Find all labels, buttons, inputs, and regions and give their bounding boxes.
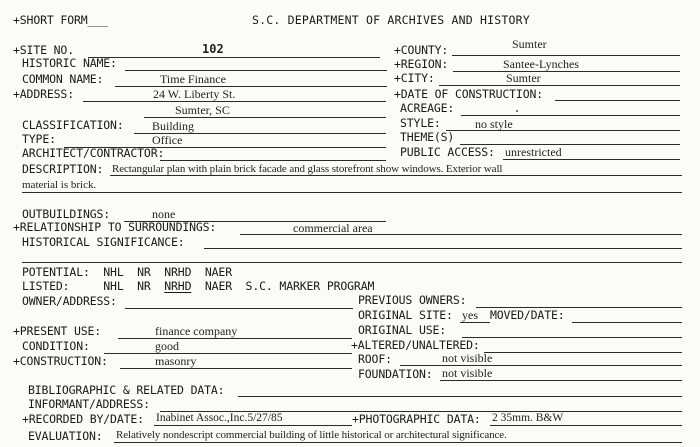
architect-label: ARCHITECT/CONTRACTOR: (22, 146, 165, 160)
style-line (446, 130, 680, 131)
county-label: +COUNTY: (394, 43, 449, 57)
site-no-value: 102 (202, 42, 224, 56)
construction-label: +CONSTRUCTION: (13, 354, 108, 368)
description-line1-rule (110, 175, 682, 176)
potential-label: POTENTIAL: NHL NR NRHD NAER (22, 265, 232, 279)
owner-address-label: OWNER/ADDRESS: (22, 294, 117, 308)
type-value: Office (152, 133, 183, 147)
outbuildings-label: OUTBUILDINGS: (22, 207, 111, 221)
original-use-label: ORIGINAL USE: (358, 323, 447, 337)
public-access-line (503, 159, 680, 160)
moved-date-line (572, 322, 682, 323)
type-label: TYPE: (22, 132, 56, 146)
description-line2-rule (22, 192, 682, 193)
acreage-line (461, 115, 680, 116)
foundation-line (440, 380, 682, 381)
listed-prefix: LISTED: NHL NR (22, 279, 165, 293)
owner-address-line (125, 308, 353, 309)
construction-line (120, 368, 352, 369)
foundation-label: FOUNDATION: (358, 367, 433, 381)
original-site-line (460, 322, 490, 323)
acreage-label: ACREAGE: (400, 101, 455, 115)
original-use-line (462, 337, 682, 338)
present-use-value: finance company (155, 324, 238, 338)
altered-label: +ALTERED/UNALTERED: (351, 338, 480, 352)
classification-label: CLASSIFICATION: (22, 118, 124, 132)
roof-label: ROOF: (358, 352, 392, 366)
recorded-by-value: Inabinet Assoc.,Inc.5/27/85 (156, 412, 283, 424)
listed-suffix: NAER S.C. MARKER PROGRAM (191, 279, 375, 293)
address-line1-rule (83, 101, 386, 102)
city-value: Sumter (506, 71, 541, 85)
date-of-construction-label: +DATE OF CONSTRUCTION: (394, 87, 544, 101)
construction-value: masonry (155, 354, 197, 368)
bibliographic-line (238, 396, 682, 397)
style-value: no style (475, 117, 513, 131)
relationship-label: +RELATIONSHIP TO SURROUNDINGS: (13, 220, 217, 234)
department-title: S.C. DEPARTMENT OF ARCHIVES AND HISTORY (252, 13, 530, 27)
listed-nrhd: NRHD (164, 279, 192, 293)
outbuildings-value: none (152, 207, 176, 221)
date-of-construction-line (555, 100, 680, 101)
condition-line (104, 353, 352, 354)
recorded-by-label: +RECORDED BY/DATE: (22, 412, 144, 426)
present-use-label: +PRESENT USE: (13, 324, 102, 338)
moved-date-label: MOVED/DATE: (490, 308, 565, 322)
historical-significance-label: HISTORICAL SIGNIFICANCE: (22, 235, 185, 249)
previous-owners-label: PREVIOUS OWNERS: (358, 293, 467, 307)
informant-label: INFORMANT/ADDRESS: (28, 397, 150, 411)
common-name-value: Time Finance (160, 72, 226, 86)
present-use-line (118, 338, 352, 339)
region-value: Santee-Lynches (503, 57, 579, 71)
altered-line (484, 352, 682, 353)
address-label: +ADDRESS: (13, 87, 74, 101)
city-line (439, 85, 680, 86)
common-name-label: COMMON NAME: (22, 72, 104, 86)
city-label: +CITY: (394, 71, 435, 85)
region-label: +REGION: (394, 57, 449, 71)
recorded-by-line (154, 425, 352, 426)
classification-value: Building (152, 119, 195, 133)
foundation-value: not visible (442, 366, 493, 380)
relationship-line (240, 234, 682, 235)
county-value: Sumter (512, 37, 547, 51)
address-line2-rule (144, 117, 386, 118)
address-line2-value: Sumter, SC (175, 103, 230, 117)
site-no-line (88, 57, 380, 58)
relationship-value: commercial area (293, 221, 373, 235)
bibliographic-label: BIBLIOGRAPHIC & RELATED DATA: (28, 383, 225, 397)
short-form-label: +SHORT FORM___ (13, 13, 108, 27)
historic-name-line (125, 70, 387, 71)
description-line1-value: Rectangular plan with plain brick facade and glass storefront show windows. Exterior wall (112, 163, 503, 175)
condition-value: good (155, 339, 179, 353)
original-site-value: yes (462, 308, 478, 322)
evaluation-line (114, 442, 682, 443)
architect-line (160, 160, 386, 161)
listed-row (22, 280, 374, 293)
address-line1-value: 24 W. Liberty St. (153, 87, 236, 101)
public-access-label: PUBLIC ACCESS: (400, 145, 495, 159)
county-line (452, 55, 680, 56)
original-site-label: ORIGINAL SITE: (358, 308, 453, 322)
description-label: DESCRIPTION: (22, 162, 104, 176)
historical-significance-line (204, 248, 682, 249)
condition-label: CONDITION: (22, 339, 90, 353)
historical-significance-line2 (22, 262, 682, 263)
site-no-label: +SITE NO. (13, 43, 74, 57)
region-line (453, 71, 680, 72)
photographic-line (490, 425, 682, 426)
themes-label: THEME(S) (400, 130, 455, 144)
photographic-label: +PHOTOGRAPHIC DATA: (352, 412, 481, 426)
roof-value: not visible (442, 351, 493, 365)
public-access-value: unrestricted (505, 145, 562, 159)
ink-speck (516, 110, 518, 112)
evaluation-label: EVALUATION: (28, 429, 103, 443)
style-label: STYLE: (400, 116, 441, 130)
photographic-value: 2 35mm. B&W (492, 412, 564, 424)
description-line2-value: material is brick. (22, 179, 97, 191)
historic-name-label: HISTORIC NAME: (22, 56, 117, 70)
evaluation-value: Relatively nondescript commercial building of little historical or architectural significance. (116, 429, 507, 441)
